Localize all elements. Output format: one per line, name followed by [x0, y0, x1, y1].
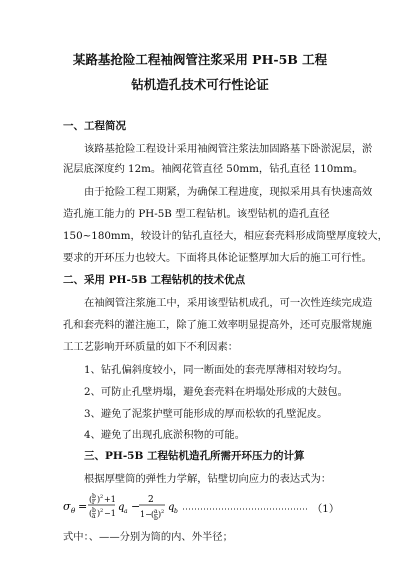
section-1-heading: 一、工程简况 [63, 120, 126, 132]
svg-text:r: r [92, 499, 95, 506]
section-1-paragraph-2-line-2: 造孔施工能力的 PH-5B 型工程钻机。该型钻机的造孔直径 [63, 208, 330, 220]
section-3-variable-definition: 式中：、——分别为筒的内、外半径； [63, 531, 233, 543]
section-2-heading: 二、采用 PH-5B 工程钻机的技术优点 [63, 274, 246, 286]
svg-text:b: b [154, 515, 158, 522]
svg-text:b: b [92, 507, 96, 514]
formula-graphic [63, 489, 323, 525]
section-3-heading: 三、PH-5B 工程钻机造孔所需开环压力的计算 [84, 450, 305, 462]
section-1-paragraph-2-line-1: 由于抢险工程工期紧，为确保工程进度，现拟采用具有快速高效 [84, 186, 373, 198]
svg-text:2: 2 [100, 494, 104, 500]
svg-text:): ) [158, 510, 162, 519]
section-3-intro: 根据厚壁筒的弹性力学解，钻壁切向应力的表达式为： [84, 473, 332, 485]
fraction-denominator: ( [89, 509, 93, 518]
svg-text:+1: +1 [104, 495, 116, 504]
svg-text:b: b [174, 508, 178, 515]
svg-text:a: a [92, 513, 96, 520]
svg-text:−: − [131, 500, 141, 513]
svg-text:q: q [118, 502, 125, 513]
svg-text:θ: θ [71, 507, 76, 515]
section-1-paragraph-2-line-3: 150~180mm，较设计的钻孔直径大，相应套壳料形成筒壁厚度较大， [63, 230, 388, 242]
list-item: 2、可防止孔壁坍塌，避免套壳料在坍塌处形成的大鼓包。 [84, 386, 348, 398]
section-2-paragraph-line-1: 在袖阀管注浆施工中，采用该型钻机成孔，可一次性连续完成造 [84, 297, 373, 309]
svg-text:b: b [92, 493, 96, 500]
svg-text:a: a [124, 508, 128, 515]
section-1-paragraph-1-line-1: 该路基抢险工程设计采用袖阀管注浆法加固路基下卧淤泥层，淤 [84, 143, 373, 155]
svg-text:a: a [154, 508, 158, 515]
svg-text:): ) [97, 509, 101, 518]
list-item: 3、避免了泥浆护壁可能形成的厚而松软的孔壁泥皮。 [84, 408, 328, 420]
formula-number: （1） [312, 503, 340, 515]
section-1-paragraph-2-line-4: 要求的开环压力也较大。下面将具体论证整厚加大后的施工可行性。 [63, 252, 372, 264]
formula-lhs: σ [63, 500, 71, 513]
svg-text:q: q [168, 502, 175, 513]
svg-text:1−: 1− [140, 510, 152, 519]
svg-text:2: 2 [161, 509, 165, 515]
section-2-paragraph-line-3: 工工艺影响开环质量的如下不利因素： [63, 341, 239, 353]
svg-text:2: 2 [100, 508, 104, 514]
section-2-paragraph-line-2: 孔和套壳料的灌注施工，除了施工效率明显提高外，还可克服常规施 [63, 319, 372, 331]
svg-text:2: 2 [148, 495, 154, 505]
svg-text:(: ( [151, 510, 155, 519]
list-item: 4、避免了出现孔底淤积物的可能。 [84, 429, 246, 441]
document-title-line-2: 钻机造孔技术可行性论证 [131, 77, 269, 92]
svg-text:): ) [97, 495, 101, 504]
list-item: 1、钻孔偏斜度较小，同一断面处的套壳厚薄相对较均匀。 [84, 364, 348, 376]
fraction-numerator: ( [89, 495, 93, 504]
svg-text:=: = [78, 500, 88, 513]
section-1-paragraph-1-line-2: 泥层底深度约 12m。袖阀花管直径 50mm，钻孔直径 110mm。 [63, 163, 364, 175]
document-title-line-1: 某路基抢险工程袖阀管注浆采用 PH-5B 工程 [72, 52, 328, 67]
svg-text:−1: −1 [104, 509, 116, 518]
